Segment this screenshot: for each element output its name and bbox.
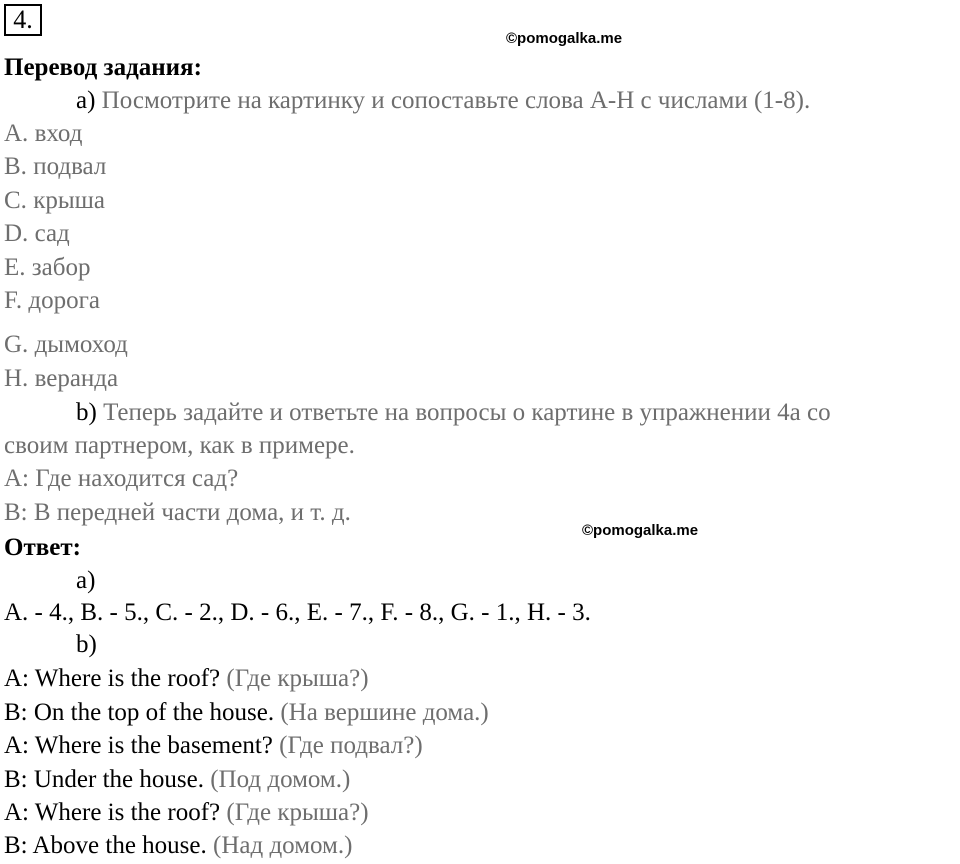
watermark-middle: ©pomogalka.me (582, 522, 699, 539)
dialog-line-1: A: Where is the roof? (Где крыша?) (4, 665, 369, 692)
answer-b-letter: b) (76, 631, 97, 658)
part-b-instruction-line1: b) Теперь задайте и ответьте на вопросы о картине в упражнении 4a со (76, 399, 831, 426)
example-answer: B: В передней части дома, и т. д. (4, 499, 351, 526)
task-number: 4. (13, 5, 33, 34)
word-item-g: G. дымоход (4, 331, 128, 358)
part-b-instruction-line2: своим партнером, как в примере. (4, 432, 355, 459)
dialog-line-2: B: On the top of the house. (На вершине дома.) (4, 699, 489, 726)
word-item-a: A. вход (4, 120, 83, 147)
example-question: A: Где находится сад? (4, 465, 239, 492)
part-a-text: Посмотрите на картинку и сопоставьте слова A-H с числами (1-8). (95, 87, 811, 114)
answer-heading: Ответ: (4, 534, 81, 561)
translation-heading: Перевод задания: (4, 54, 202, 81)
dialog-line-3: A: Where is the basement? (Где подвал?) (4, 732, 423, 759)
answer-a-letter: a) (76, 567, 96, 594)
part-b-letter: b) (76, 399, 97, 426)
word-item-c: C. крыша (4, 187, 105, 214)
watermark-top: ©pomogalka.me (506, 30, 623, 47)
word-item-f: F. дорога (4, 287, 100, 314)
word-item-e: E. забор (4, 254, 91, 281)
word-item-h: H. веранда (4, 365, 119, 392)
part-a-letter: a) (76, 87, 96, 114)
dialog-line-4: B: Under the house. (Под домом.) (4, 766, 351, 793)
dialog-line-6: B: Above the house. (Над домом.) (4, 832, 353, 859)
part-a-instruction (76, 86, 810, 116)
word-item-d: D. сад (4, 220, 70, 247)
dialog-line-5: A: Where is the roof? (Где крыша?) (4, 799, 369, 826)
task-number-box (4, 4, 42, 36)
answer-a-text: A. - 4., B. - 5., C. - 2., D. - 6., E. - 7., F. - 8., G. - 1., H. - 3. (4, 599, 591, 626)
word-item-b: B. подвал (4, 153, 107, 180)
